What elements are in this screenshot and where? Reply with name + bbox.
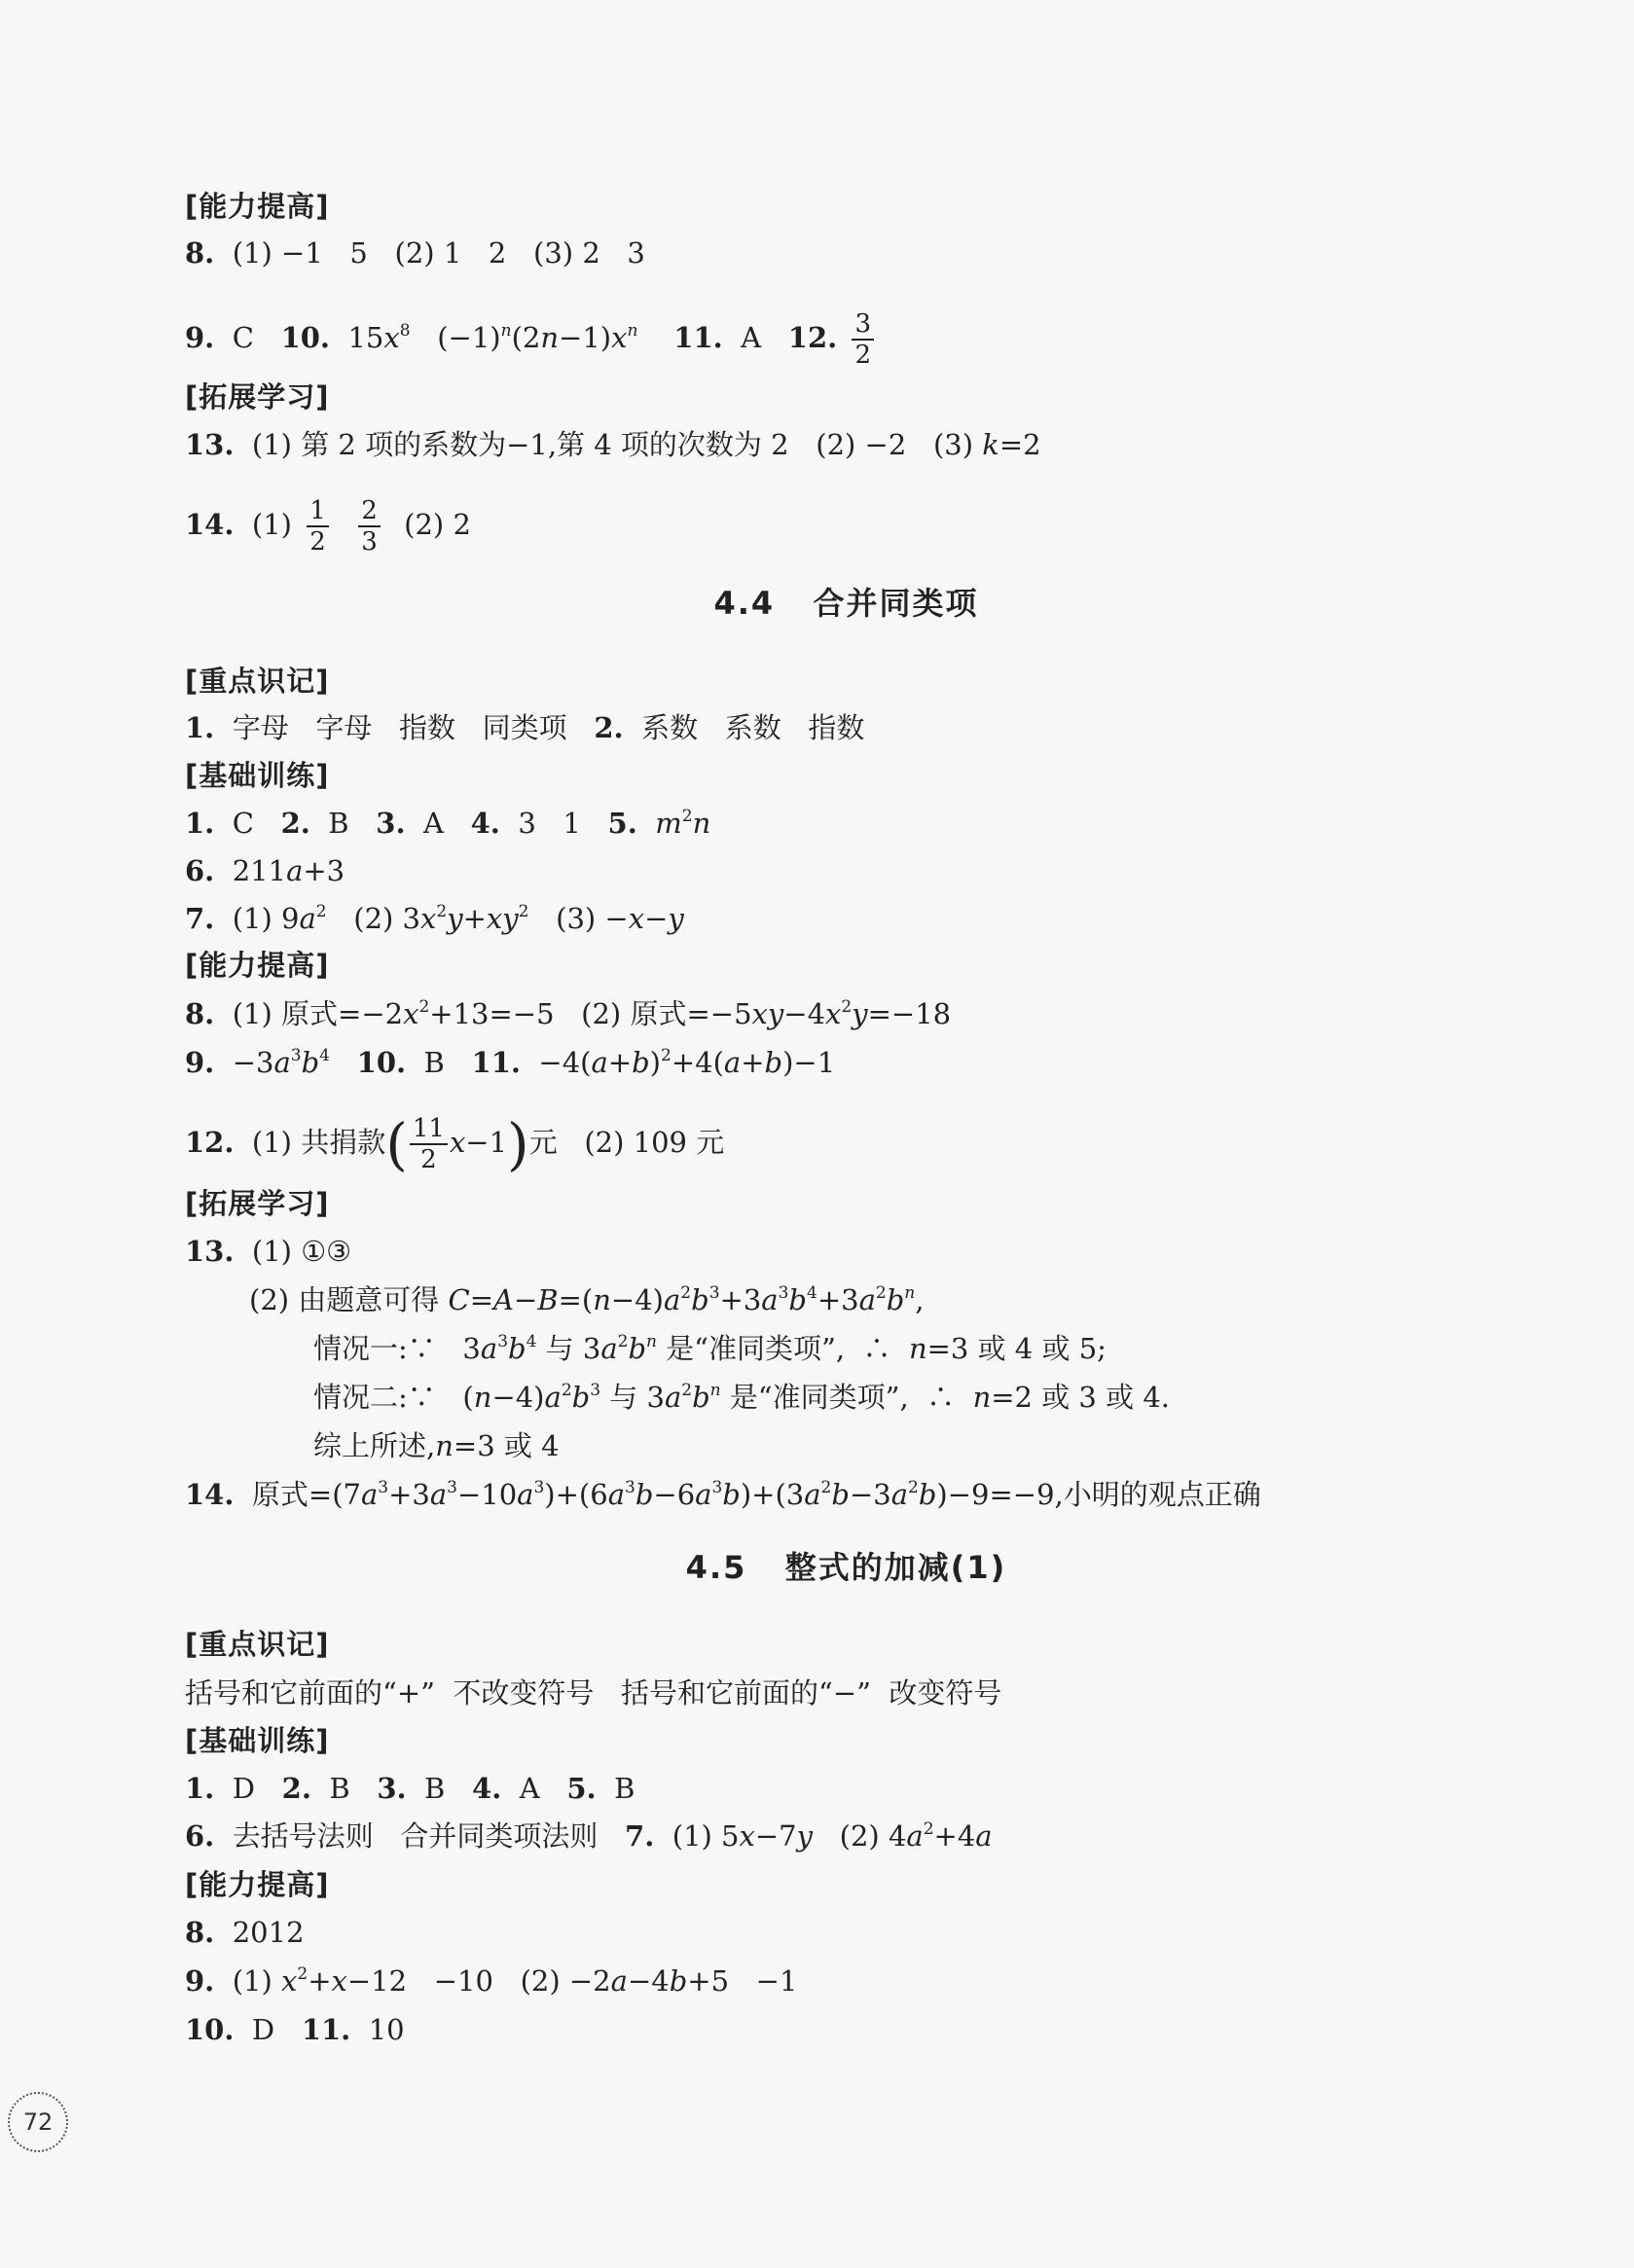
- section-extend: [拓展学习]: [185, 380, 330, 414]
- focus-text: 括号和它前面的“+” 不改变符号 括号和它前面的“−” 改变符号: [185, 1676, 1002, 1710]
- answer-1-5: 1. D 2. B 3. B 4. A 5. B: [185, 1772, 635, 1805]
- answer-13-1: 13. (1) ①③: [185, 1235, 352, 1268]
- answer-13-2: (2) 由题意可得 $C=A-B=(n-4)a^2b^3+3a^3b^4+3a^2b^n$,: [249, 1283, 925, 1316]
- answer-9-12: 9. C 10. $15x^8$ $(-1)^n(2n-1)x^n$ 11. A 12. $\frac{3}{2}$: [185, 309, 880, 370]
- section-ability: [能力提高]: [185, 1868, 330, 1901]
- section-title-4-5: 4.5 整式的加减(1): [685, 1549, 1007, 1586]
- conclusion: 综上所述,n=3 或 4: [313, 1429, 560, 1462]
- answer-12: 12. (1) 共捐款( $\frac{11}{2}$ x−1)元 (2) 109 元: [185, 1111, 725, 1177]
- answer-1-2: 1. 字母 字母 指数 同类项 2. 系数 系数 指数: [185, 711, 865, 744]
- answer-13: 13. (1) 第 2 项的系数为−1,第 4 项的次数为 2 (2) −2 (3) k=2: [185, 428, 1041, 461]
- answer-8: 8. (1) −1 5 (2) 1 2 (3) 2 3: [185, 236, 645, 270]
- section-basic: [基础训练]: [185, 759, 330, 792]
- answer-6: 6. 211a+3: [185, 854, 345, 887]
- section-ability: [能力提高]: [185, 949, 330, 982]
- answer-14: 14. (1) $\frac{1}{2}$ $\frac{2}{3}$ (2) 2: [185, 496, 471, 557]
- case-one: 情况一:∵ $3a^3b^4$ 与 $3a^2b^n$ 是“准同类项”, ∴ n=3 或 4 或 5;: [313, 1332, 1107, 1365]
- page-number: 72: [8, 2092, 68, 2152]
- answer-8: 8. 2012: [185, 1916, 305, 1949]
- answer-9: 9. (1) $x^2+x-12 -10$ (2) −2a−4b+5 −1: [185, 1964, 798, 1998]
- answer-10-11: 10. D 11. 10: [185, 2013, 405, 2046]
- case-two: 情况二:∵ $(n-4)a^2b^3$ 与 $3a^2b^n$ 是“准同类项”, ∴ n=2 或 3 或 4.: [313, 1381, 1170, 1414]
- answer-6-7: 6. 去括号法则 合并同类项法则 7. (1) 5x−7y (2) $4a^2+4a$: [185, 1819, 993, 1853]
- section-extend: [拓展学习]: [185, 1187, 330, 1220]
- answer-14: 14. 原式$=(7a^3+3a^3-10a^3)+(6a^3b-6a^3b)+(3a^2b-3a^2b)-9=-9$,小明的观点正确: [185, 1478, 1261, 1511]
- section-focus: [重点识记]: [185, 1628, 330, 1661]
- section-title-4-4: 4.4 合并同类项: [713, 585, 979, 622]
- section-ability: [能力提高]: [185, 190, 330, 223]
- answer-9-11: 9. $-3a^3b^4$ 10. B 11. $-4(a+b)^2+4(a+b)-1$: [185, 1046, 836, 1079]
- section-basic: [基础训练]: [185, 1724, 330, 1757]
- section-focus: [重点识记]: [185, 665, 330, 698]
- answer-7: 7. (1) $9a^2$ (2) $3x^2y+xy^2$ (3) −x−y: [185, 902, 684, 935]
- answer-8: 8. (1) 原式$=-2x^2+13=-5$ (2) 原式$=-5xy-4x^2y=-18$: [185, 997, 952, 1030]
- answer-1-5: 1. C 2. B 3. A 4. 3 1 5. $m^2n$: [185, 807, 711, 840]
- fraction: $\frac{3}{2}$: [852, 309, 874, 370]
